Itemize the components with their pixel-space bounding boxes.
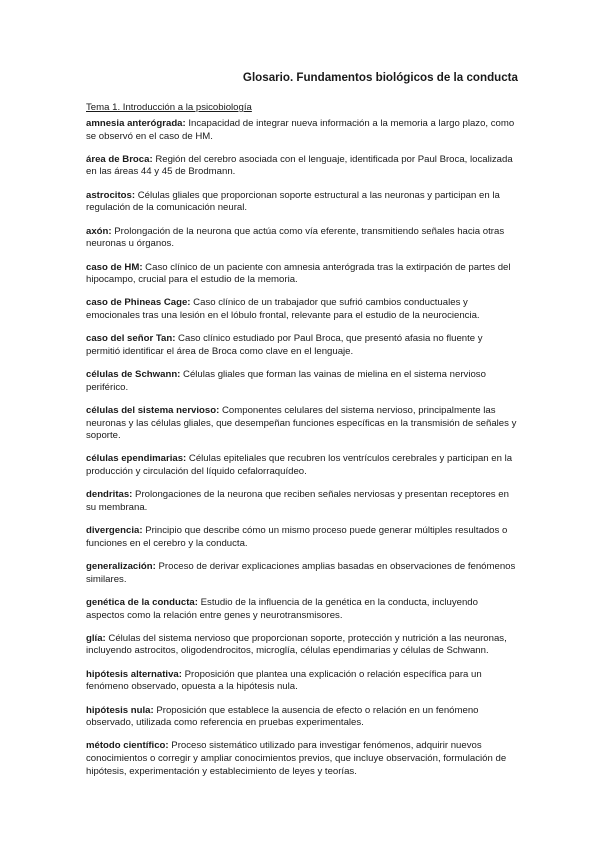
glossary-entry (86, 705, 518, 730)
glossary-definition: Proposición que plantea una explicación o relación específica para un fenómeno observado, opuesta a la hipótesis nula. (86, 668, 482, 693)
glossary-definition: Caso clínico de un trabajador que sufrió cambios conductuales y emocionales tras una lesión en el lóbulo frontal, relevante para el estudio de la neurociencia. (86, 297, 480, 321)
glossary-term: células del sistema nervioso: (86, 405, 220, 416)
glossary-entry (86, 118, 518, 143)
glossary-entry (86, 405, 518, 443)
glossary-definition: Proceso de derivar explicaciones amplias basadas en observaciones de fenómenos similares. (86, 561, 516, 585)
glossary-definition: Células del sistema nervioso que proporcionan soporte, protección y nutrición a las neuronas, incluyendo astrocitos, oligodendrocitos, microglía, células ependimarias y células de Schwann. (86, 632, 507, 657)
glossary-definition: Prolongaciones de la neurona que reciben señales nerviosas y presentan receptores en su membrana. (86, 489, 509, 513)
glossary-definition: Caso clínico de un paciente con amnesia anterógrada tras la extirpación de partes del hipocampo, crucial para el estudio de la memoria. (86, 261, 511, 286)
glossary-term: caso de Phineas Cage: (86, 297, 191, 309)
glossary-definition: Células gliales que proporcionan soporte estructural a las neuronas y participan en la regulación de la comunicación neural. (86, 189, 500, 214)
glossary-definition: Prolongación de la neurona que actúa como vía eferente, transmitiendo señales hacia otras neuronas u órganos. (86, 225, 505, 250)
glossary-definition: Componentes celulares del sistema nervioso, principalmente las neuronas y las células gliales, que desempeñan funciones específicas en la transmisión de señales y soporte. (86, 405, 517, 442)
glossary-definition: Proceso sistemático utilizado para investigar fenómenos, adquirir nuevos conocimientos o corregir y ampliar conocimientos previos, que incluye observación, formulación de hipótesis, experimentación y establecimiento de leyes y teorías. (86, 740, 507, 777)
glossary-entry (86, 190, 518, 215)
glossary-term: axón: (86, 225, 112, 237)
glossary-entry (86, 669, 518, 694)
glossary-term: generalización: (86, 561, 156, 573)
glossary-definition: Proposición que establece la ausencia de efecto o relación en un fenómeno observado, utilizada como referencia en pruebas experimentales. (86, 704, 479, 729)
glossary-term: células ependimarias: (86, 453, 187, 465)
glossary-entry (86, 489, 518, 514)
glossary-entry (86, 262, 518, 287)
glossary-term: caso de HM: (86, 261, 143, 273)
glossary-entry (86, 226, 518, 251)
glossary-term: divergencia: (86, 525, 143, 537)
glossary-term: amnesia anterógrada: (86, 118, 186, 129)
glossary-definition: Células gliales que forman las vainas de mielina en el sistema nervioso periférico. (86, 369, 486, 393)
glossary-definition: Células epiteliales que recubren los ventrículos cerebrales y participan en la producción y circulación del líquido cefalorraquídeo. (86, 453, 513, 478)
glossary-definition: Región del cerebro asociada con el lenguaje, identificada por Paul Broca, localizada en las áreas 44 y 45 de Brodmann. (86, 153, 513, 178)
glossary-entry (86, 633, 518, 658)
glossary-entry (86, 597, 518, 622)
glossary-term: glía: (86, 632, 106, 644)
glossary-entry (86, 525, 518, 550)
glossary-definition: Incapacidad de integrar nueva información a la memoria a largo plazo, como se observó en el caso de HM. (86, 118, 515, 142)
glossary-entry (86, 453, 518, 478)
glossary-definition: Principio que describe cómo un mismo proceso puede generar múltiples resultados o funciones en el cerebro y la conducta. (86, 525, 508, 549)
glossary-list (86, 118, 518, 778)
glossary-term: astrocitos: (86, 189, 136, 201)
glossary-definition: Caso clínico estudiado por Paul Broca, que presentó afasia no fluente y permitió identificar el área de Broca como clave en el lenguaje. (86, 333, 483, 357)
section-heading: Tema 1. Introducción a la psicobiología (86, 102, 252, 113)
glossary-term: hipótesis nula: (86, 704, 154, 716)
glossary-term: método científico: (86, 740, 169, 752)
glossary-term: área de Broca: (86, 153, 153, 165)
glossary-term: genética de la conducta: (86, 596, 198, 608)
glossary-entry (86, 297, 518, 322)
glossary-term: caso del señor Tan: (86, 333, 176, 345)
glossary-definition: Estudio de la influencia de la genética en la conducta, incluyendo aspectos como la relación entre genes y neurotransmisores. (86, 596, 478, 621)
glossary-entry (86, 333, 518, 358)
document-page (86, 68, 518, 789)
glossary-entry (86, 154, 518, 179)
glossary-term: dendritas: (86, 489, 133, 501)
glossary-entry (86, 740, 518, 778)
glossary-entry (86, 561, 518, 586)
glossary-entry (86, 369, 518, 394)
glossary-term: hipótesis alternativa: (86, 668, 182, 680)
glossary-term: células de Schwann: (86, 369, 181, 381)
document-title: Glosario. Fundamentos biológicos de la conducta (242, 71, 518, 84)
